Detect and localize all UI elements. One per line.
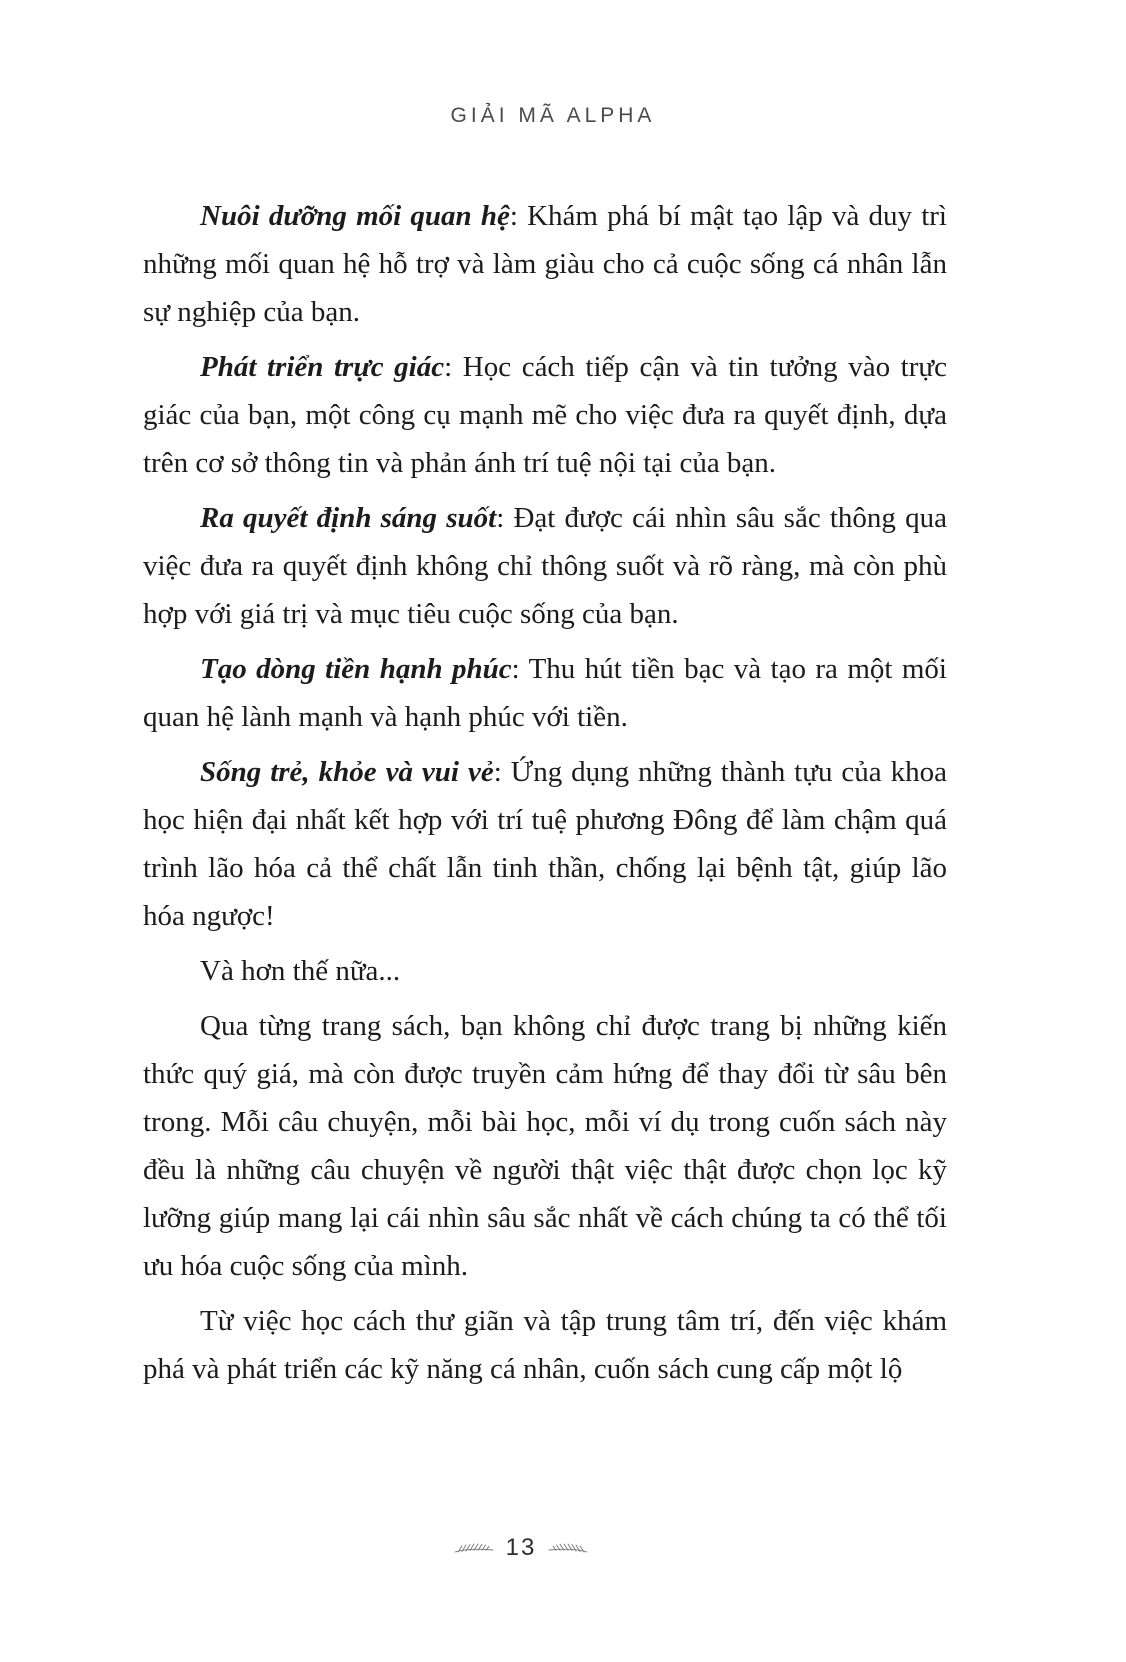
paragraph — [143, 1297, 947, 1393]
running-header: GIẢI MÃ ALPHA — [450, 104, 656, 127]
page-footer — [0, 1534, 1042, 1562]
paragraph-text: Từ việc học cách thư giãn và tập trung tâm trí, đến việc khám phá và phát triển các kỹ năng cá nhân, cuốn sách cung cấp một lộ — [143, 1305, 947, 1385]
paragraph-text: : Ứng dụng những thành tựu của khoa học hiện đại nhất kết hợp với trí tuệ phương Đông để làm chậm quá trình lão hóa cả thể chất lẫn tinh thần, chống lại bệnh tật, giúp lão hóa ngược! — [143, 756, 947, 932]
paragraph-lead: Phát triển trực giác — [200, 351, 445, 383]
paragraph — [143, 645, 947, 741]
paragraph-text: Qua từng trang sách, bạn không chỉ được trang bị những kiến thức quý giá, mà còn được truyền cảm hứng để thay đổi từ sâu bên trong. Mỗi câu chuyện, mỗi bài học, mỗi ví dụ trong cuốn sách này đều là những câu chuyện về người thật việc thật được chọn lọc kỹ lưỡng giúp mang lại cái nhìn sâu sắc nhất về cách chúng ta có thể tối ưu hóa cuộc sống của mình. — [143, 1010, 947, 1282]
laurel-spray-right-icon — [548, 1541, 588, 1555]
paragraph-text: : Khám phá bí mật tạo lập và duy trì những mối quan hệ hỗ trợ và làm giàu cho cả cuộc sống cá nhân lẫn sự nghiệp của bạn. — [143, 200, 947, 328]
paragraph-lead: Nuôi dưỡng mối quan hệ — [200, 200, 510, 232]
paragraph — [143, 1002, 947, 1290]
paragraph-text: : Thu hút tiền bạc và tạo ra một mối quan hệ lành mạnh và hạnh phúc với tiền. — [143, 653, 947, 733]
page-body-text — [143, 192, 947, 1400]
paragraph-text: Và hơn thế nữa... — [200, 955, 401, 987]
paragraph — [143, 494, 947, 638]
paragraph-text: : Đạt được cái nhìn sâu sắc thông qua việc đưa ra quyết định không chỉ thông suốt và rõ ràng, mà còn phù hợp với giá trị và mục tiêu cuộc sống của bạn. — [143, 502, 947, 630]
paragraph-lead: Sống trẻ, khỏe và vui vẻ — [200, 756, 494, 788]
paragraph-lead: Ra quyết định sáng suốt — [200, 502, 497, 534]
paragraph-text: : Học cách tiếp cận và tin tưởng vào trực giác của bạn, một công cụ mạnh mẽ cho việc đưa ra quyết định, dựa trên cơ sở thông tin và phản ánh trí tuệ nội tại của bạn. — [143, 351, 947, 479]
paragraph — [143, 748, 947, 940]
page-number: 13 — [505, 1534, 537, 1561]
laurel-spray-left-icon — [454, 1541, 494, 1555]
paragraph — [143, 343, 947, 487]
paragraph-lead: Tạo dòng tiền hạnh phúc — [200, 653, 512, 685]
paragraph — [143, 192, 947, 336]
paragraph — [143, 947, 947, 995]
